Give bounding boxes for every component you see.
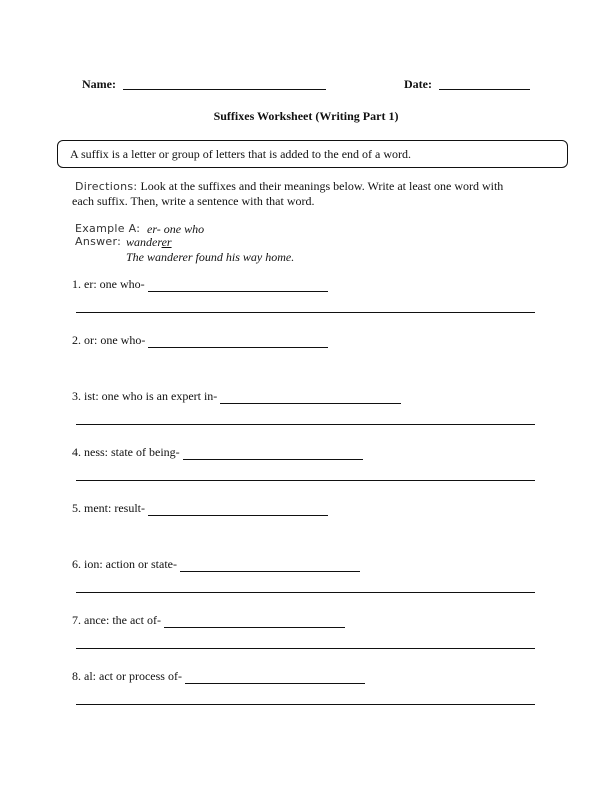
- name-input-line[interactable]: [123, 89, 326, 90]
- word-answer-blank[interactable]: [220, 391, 401, 404]
- word-answer-blank[interactable]: [185, 671, 365, 684]
- word-answer-blank[interactable]: [183, 447, 363, 460]
- question-label: 7. ance: the act of-: [72, 613, 161, 627]
- directions-label: Directions:: [75, 180, 138, 193]
- directions: [75, 179, 545, 195]
- sentence-answer-line[interactable]: [76, 424, 535, 425]
- word-answer-blank[interactable]: [180, 559, 360, 572]
- question-5: [72, 501, 328, 516]
- directions-line-1: Look at the suffixes and their meanings below. Write at least one word with: [140, 179, 504, 193]
- question-label: 4. ness: state of being-: [72, 445, 180, 459]
- sentence-answer-line[interactable]: [76, 704, 535, 705]
- sentence-answer-line[interactable]: [76, 480, 535, 481]
- question-2: [72, 333, 328, 348]
- example-text: er- one who: [147, 222, 205, 236]
- question-label: 5. ment: result-: [72, 501, 145, 515]
- sentence-answer-line[interactable]: [76, 648, 535, 649]
- question-8: [72, 669, 365, 684]
- question-label: 3. ist: one who is an expert in-: [72, 389, 218, 403]
- worksheet-title: Suffixes Worksheet (Writing Part 1): [213, 109, 399, 123]
- word-answer-blank[interactable]: [148, 503, 328, 516]
- date-input-line[interactable]: [439, 89, 530, 90]
- definition-text: A suffix is a letter or group of letters that is added to the end of a word.: [70, 147, 412, 161]
- question-6: [72, 557, 360, 572]
- directions-line-2: each suffix. Then, write a sentence with that word.: [72, 194, 315, 208]
- question-4: [72, 445, 363, 460]
- question-label: 1. er: one who-: [72, 277, 145, 291]
- example-label: Example A:: [75, 222, 141, 235]
- question-label: 2. or: one who-: [72, 333, 146, 347]
- name-label: Name:: [82, 77, 116, 91]
- word-answer-blank[interactable]: [148, 335, 328, 348]
- date-label: Date:: [404, 77, 432, 91]
- question-label: 8. al: act or process of-: [72, 669, 182, 683]
- question-label: 6. ion: action or state-: [72, 557, 177, 571]
- answer-word-suffix: er: [161, 235, 172, 249]
- sentence-answer-line[interactable]: [76, 312, 535, 313]
- question-1: [72, 277, 328, 292]
- question-3: [72, 389, 401, 404]
- answer-word-base: wander: [126, 235, 162, 249]
- answer-label: Answer:: [75, 235, 122, 248]
- answer-sentence: The wanderer found his way home.: [126, 250, 295, 264]
- question-7: [72, 613, 345, 628]
- word-answer-blank[interactable]: [164, 615, 345, 628]
- sentence-answer-line[interactable]: [76, 592, 535, 593]
- definition-box: [57, 140, 568, 168]
- word-answer-blank[interactable]: [148, 279, 328, 292]
- answer-word: [126, 235, 172, 250]
